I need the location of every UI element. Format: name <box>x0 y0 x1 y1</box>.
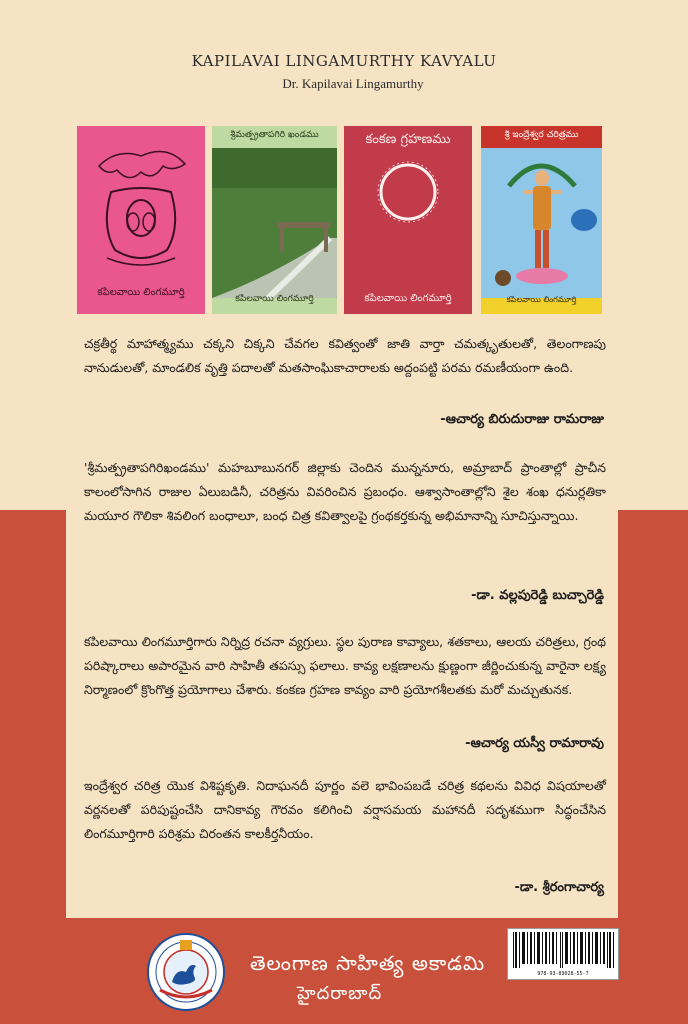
academy-logo-icon <box>146 932 226 1012</box>
review-4-attribution: -డా. శ్రీరంగాచార్య <box>514 880 604 895</box>
isbn-number: 978-93-89028-55-7 <box>537 971 589 977</box>
review-4-text: ఇంద్రేశ్వర చరిత్ర యొక విశిష్టకృతి. నిదాఘనదీ పూర్ణం వలె భావింపబడే చరిత్ర కథలను వివిధ విషయాలతో వర్ణనలతో పరిపుష్టంచేసి దానికావ్య గౌరవం కలిగించి వర్షాసమయ మహానదీ సదృశముగా సిద్ధంచేసిన లింగమూర్తిగారి పరిశ్రమ చిరంతన కాలకీర్తనీయం. <box>84 778 606 841</box>
review-1-text: చక్రతీర్థ మాహాత్మ్యము చక్కని చిక్కని చేవగల కవిత్వంతో జాతి వార్తా చమత్కృతులతో, తెలంగాణపు నానుడులతో, మాండలిక వృత్తి పదాలతో మతసాంఘికాచారాలకు అద్దంపట్టి పరమ రమణీయంగా ఉంది. <box>84 336 606 375</box>
book-2-title: శ్రీమత్ప్రతాపగిరి ఖండము <box>230 130 319 140</box>
barcode-bars <box>509 932 619 972</box>
book-4-title: శ్రీ ఇంద్రేశ్వర చరిత్రము <box>504 130 579 140</box>
publisher-city: హైదరాబాద్ <box>297 983 383 1004</box>
book-4-author: కపిలవాయి లింగమూర్తి <box>506 295 577 304</box>
book-cover-indreshwara <box>481 126 602 314</box>
eclipse-ring-icon <box>344 126 472 314</box>
book-cover-chakratirtha <box>77 126 205 314</box>
book-cover-kankana-grahanamu <box>344 126 472 314</box>
forest-road-photo <box>212 126 337 314</box>
book-cover-pratapagiri <box>212 126 337 314</box>
book-3-author: కపిలవాయి లింగమూర్తి <box>364 293 452 304</box>
review-1-attribution: -ఆచార్య బిరుదురాజు రామరాజు <box>440 412 604 427</box>
book-1-author: కపిలవాయి లింగమూర్తి <box>97 287 185 298</box>
book-2-author: కపిలవాయి లింగమూర్తి <box>235 294 314 304</box>
series-author: Dr. Kapilavai Lingamurthy <box>282 76 424 91</box>
review-3-text: కపిలవాయి లింగమూర్తిగారు నిర్నిద్ర రచనా వ్యగ్రులు. స్థల పురాణ కావ్యాలు, శతకాలు, ఆలయ చరిత్రలు, గ్రంథ పరిష్కారాలు అపారమైన వారి సాహితీ తపస్సు ఫలాలు. కావ్య లక్షణాలను క్షుణ్ణంగా జీర్ణించుకున్న వారైనా లక్ష్య నిర్మాణంలో క్రొంగొత్త ప్రయోగాలు చేశారు. కంకణ గ్రహణ కావ్యం వారి ప్రయోగశీలతకు మరో మచ్చుతునక. <box>84 634 606 697</box>
book-3-title: కంకణ గ్రహణము <box>365 132 451 147</box>
review-2-text: 'శ్రీమత్ప్రతాపగిరిఖండము' మహబూబునగర్ జిల్లాకు చెందిన మున్ననూరు, అమ్రాబాద్ ప్రాంతాల్లో ప్రాచీన కాలంలోసాగిన రాజుల ఏలుబడినీ, చరిత్రను వివరించిన ప్రబంధం. ఆశ్వాసాంతాల్లోని శైల శంఖ ధనుర్లతికా మయూర గౌలికా శివలింగ బంధాలూ, బంధ చిత్ర కవిత్వాలపై గ్రంథకర్తకున్న అభిమానాన్ని సూచిస్తున్నాయి. <box>84 460 606 523</box>
series-title: KAPILAVAI LINGAMURTHY KAVYALU <box>191 52 497 70</box>
isbn-barcode <box>507 928 619 980</box>
review-2-attribution: -డా. వల్లపురెడ్డి బుచ్చారెడ్డి <box>471 588 604 603</box>
deity-illustration <box>481 126 602 314</box>
publisher-name: తెలంగాణ సాహిత్య అకాడమి <box>250 951 486 975</box>
review-3-attribution: -ఆచార్య యస్వీ రామారావు <box>465 736 604 751</box>
